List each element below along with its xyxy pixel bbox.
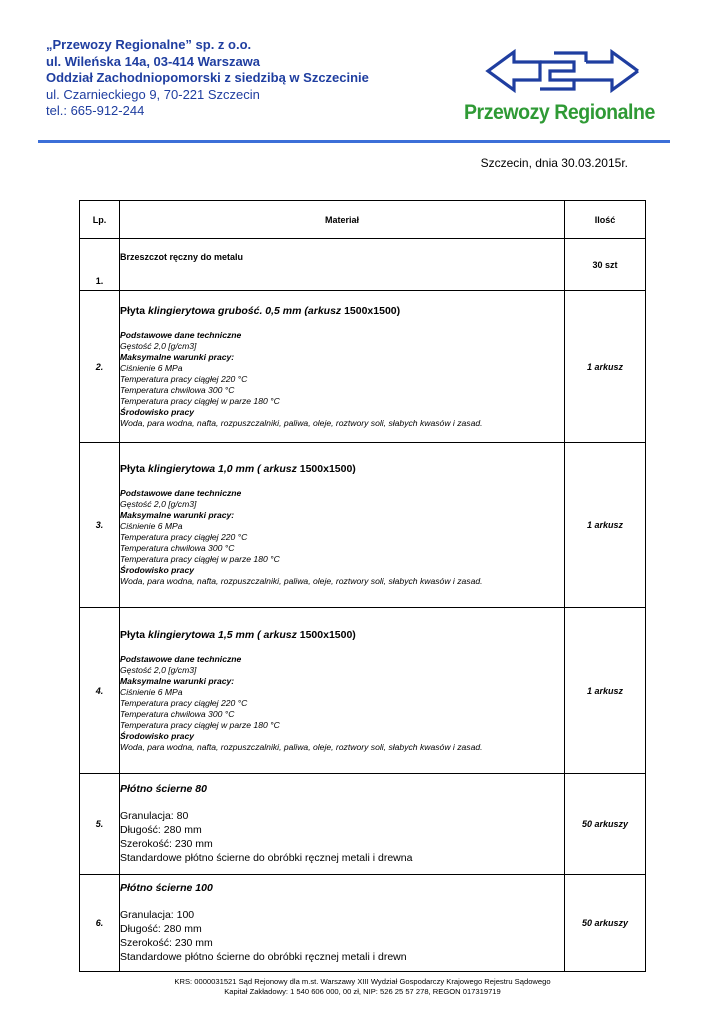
table-row [80, 239, 646, 291]
row-material [120, 443, 565, 608]
header-lp: Lp. [80, 201, 120, 239]
row-qty: 30 szt [565, 239, 646, 291]
title-part: Płyta [120, 463, 149, 475]
title-part: 1500x1500) [344, 304, 401, 317]
spec-line: Standardowe płótno ścierne do obróbki ręcznej metali i drewn [120, 951, 407, 963]
header-material: Materiał [120, 201, 565, 239]
table-row [80, 774, 646, 875]
title-part: klingierytowa 1,5 mm ( arkusz [148, 628, 300, 641]
header-divider [38, 140, 670, 143]
spec-heading: Podstawowe dane techniczne [120, 329, 242, 340]
company-name: „Przewozy Regionalne” sp. z o.o. [46, 37, 252, 52]
spec-line: Woda, para wodna, nafta, rozpuszczalniki, paliwa, oleje, roztwory soli, słabych kwasów i zasad. [120, 576, 483, 586]
company-address [46, 37, 369, 120]
spec-line: Standardowe płótno ścierne do obróbki ręcznej metali i drewna [120, 852, 413, 864]
row-number: 2. [80, 291, 120, 443]
technical-specs [120, 654, 564, 753]
spec-heading: Maksymalne warunki pracy: [120, 510, 235, 520]
logo-wordmark: Przewozy Regionalne [464, 101, 655, 124]
material-title: Płótno ścierne 80 [120, 783, 207, 795]
spec-line: Temperatura pracy ciągłej w parze 180 °C [120, 395, 280, 406]
title-part: 1500x1500) [299, 628, 356, 641]
spec-line: Granulacja: 80 [120, 810, 189, 822]
title-part: Płyta [120, 304, 149, 317]
header-qty: Ilość [565, 201, 646, 239]
row-material [120, 291, 565, 443]
spec-line: Temperatura pracy ciągłej w parze 180 °C [120, 719, 280, 730]
spec-line: Długość: 280 mm [120, 824, 202, 836]
spec-line: Granulacja: 100 [120, 909, 195, 921]
table-row [80, 608, 646, 774]
page-footer [0, 977, 725, 997]
company-street: ul. Wileńska 14a, 03-414 Warszawa [46, 53, 261, 69]
spec-line: Ciśnienie 6 MPa [120, 686, 183, 697]
spec-line: Gęstość 2,0 [g/cm3] [120, 499, 197, 509]
spec-heading: Podstawowe dane techniczne [120, 488, 242, 498]
spec-line: Temperatura chwilowa 300 °C [120, 384, 235, 395]
materials-table [79, 200, 646, 972]
technical-specs [120, 488, 564, 587]
title-part: Płyta [120, 628, 149, 641]
spec-heading: Środowisko pracy [120, 730, 195, 741]
row-number: 5. [80, 774, 120, 875]
spec-line: Temperatura pracy ciągłej w parze 180 °C [120, 554, 280, 564]
branch-phone: tel.: 665-912-244 [46, 103, 145, 118]
spec-line: Woda, para wodna, nafta, rozpuszczalniki, paliwa, oleje, roztwory soli, słabych kwasów i zasad. [120, 741, 483, 752]
table-row [80, 291, 646, 443]
spec-heading: Maksymalne warunki pracy: [120, 675, 235, 686]
row-material [120, 875, 565, 972]
footer-registry: KRS: 0000031521 Sąd Rejonowy dla m.st. Warszawy XIII Wydział Gospodarczy Krajowego Rejestru Sądowego [174, 977, 551, 986]
title-part: klingierytowa grubość. 0,5 mm (arkusz [148, 304, 345, 317]
spec-line: Ciśnienie 6 MPa [120, 521, 183, 531]
spec-line: Temperatura pracy ciągłej 220 °C [120, 373, 248, 384]
table-header-row [80, 201, 646, 239]
title-part: klingierytowa 1,0 mm ( arkusz [148, 463, 300, 475]
row-material: Brzeszczot ręczny do metalu [120, 239, 565, 291]
spec-line: Gęstość 2,0 [g/cm3] [120, 340, 197, 351]
spec-line: Temperatura pracy ciągłej 220 °C [120, 532, 248, 542]
material-title [120, 629, 564, 641]
spec-line: Szerokość: 230 mm [120, 838, 213, 850]
spec-heading: Środowisko pracy [120, 565, 195, 575]
material-title [120, 463, 564, 475]
table-row [80, 875, 646, 972]
spec-line: Szerokość: 230 mm [120, 937, 213, 949]
spec-line: Temperatura chwilowa 300 °C [120, 708, 235, 719]
row-qty: 1 arkusz [565, 608, 646, 774]
row-number: 4. [80, 608, 120, 774]
material-title [120, 305, 564, 317]
title-part: 1500x1500) [299, 463, 356, 475]
spec-heading: Środowisko pracy [120, 406, 195, 417]
company-branch: Oddział Zachodniopomorski z siedzibą w Szczecinie [46, 70, 369, 85]
spec-line: Długość: 280 mm [120, 923, 202, 935]
table-row [80, 443, 646, 608]
row-number: 1. [80, 239, 120, 291]
spec-heading: Podstawowe dane techniczne [120, 653, 242, 664]
footer-capital: Kapitał Zakładowy: 1 540 606 000, 00 zł, NIP: 526 25 57 278, REGON 017319719 [224, 987, 501, 996]
spec-line: Woda, para wodna, nafta, rozpuszczalniki, paliwa, oleje, roztwory soli, słabych kwasów i zasad. [120, 417, 483, 428]
letterhead [0, 0, 725, 145]
row-number: 3. [80, 443, 120, 608]
row-qty: 1 arkusz [565, 291, 646, 443]
row-qty: 1 arkusz [565, 443, 646, 608]
document-date: Szczecin, dnia 30.03.2015r. [480, 156, 628, 170]
spec-line: Gęstość 2,0 [g/cm3] [120, 664, 197, 675]
row-material [120, 774, 565, 875]
branch-street: ul. Czarnieckiego 9, 70-221 Szczecin [46, 86, 260, 102]
row-qty: 50 arkuszy [565, 875, 646, 972]
spec-heading: Maksymalne warunki pracy: [120, 351, 235, 362]
spec-line: Ciśnienie 6 MPa [120, 362, 183, 373]
row-number: 6. [80, 875, 120, 972]
row-qty: 50 arkuszy [565, 774, 646, 875]
material-title: Płótno ścierne 100 [120, 882, 213, 894]
technical-specs [120, 330, 564, 429]
spec-line: Temperatura chwilowa 300 °C [120, 543, 235, 553]
spec-line: Temperatura pracy ciągłej 220 °C [120, 697, 248, 708]
row-material [120, 608, 565, 774]
